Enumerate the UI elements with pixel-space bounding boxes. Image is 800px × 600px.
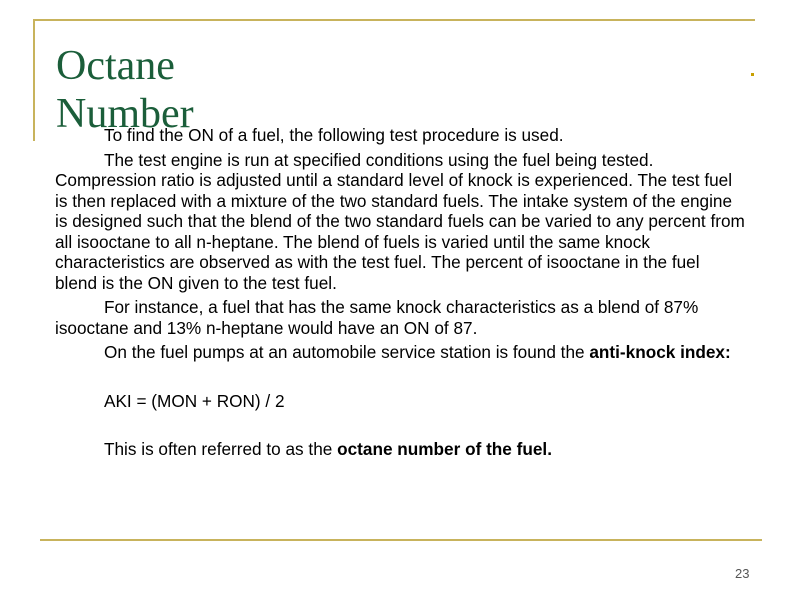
slide-title: Octane Number [56, 43, 194, 137]
bottom-rule [40, 539, 762, 541]
example-text: For instance, a fuel that has the same knock characteristics as a blend of 87% isooctane and 13% n-heptane would have an ON of 87. [55, 297, 699, 338]
aki-formula: AKI = (MON + RON) / 2 [104, 390, 285, 411]
top-frame-line [33, 19, 755, 21]
closing-bold-term: octane number of the fuel. [337, 439, 552, 459]
paragraph-example [55, 297, 745, 338]
paragraph-closing [55, 439, 745, 460]
paragraph-procedure: The test engine is run at specified conditions using the fuel being tested. Compression ratio is adjusted until a standard level of knock is experienced. The test fuel is then replaced with a mixture of the two standard fuels. The intake system of the engine is designed such that the blend of the two standard fuels can be varied to any percent from all isooctane to all n-heptane. The blend of fuels is varied until the same knock characteristics are observed as with the test fuel. The percent of isooctane in the fuel blend is the ON given to the test fuel. [55, 149, 745, 293]
slide-body [55, 125, 745, 460]
aki-intro-text: On the fuel pumps at an automobile service station is found the [104, 342, 590, 362]
paragraph-aki [55, 342, 745, 363]
aki-bold-term: anti-knock index: [589, 342, 731, 362]
paragraph-intro: To find the ON of a fuel, the following test procedure is used. [104, 125, 564, 145]
closing-text: This is often referred to as the [104, 439, 338, 459]
accent-dot [751, 73, 754, 76]
page-number: 23 [735, 566, 750, 581]
left-frame-line [33, 19, 35, 141]
